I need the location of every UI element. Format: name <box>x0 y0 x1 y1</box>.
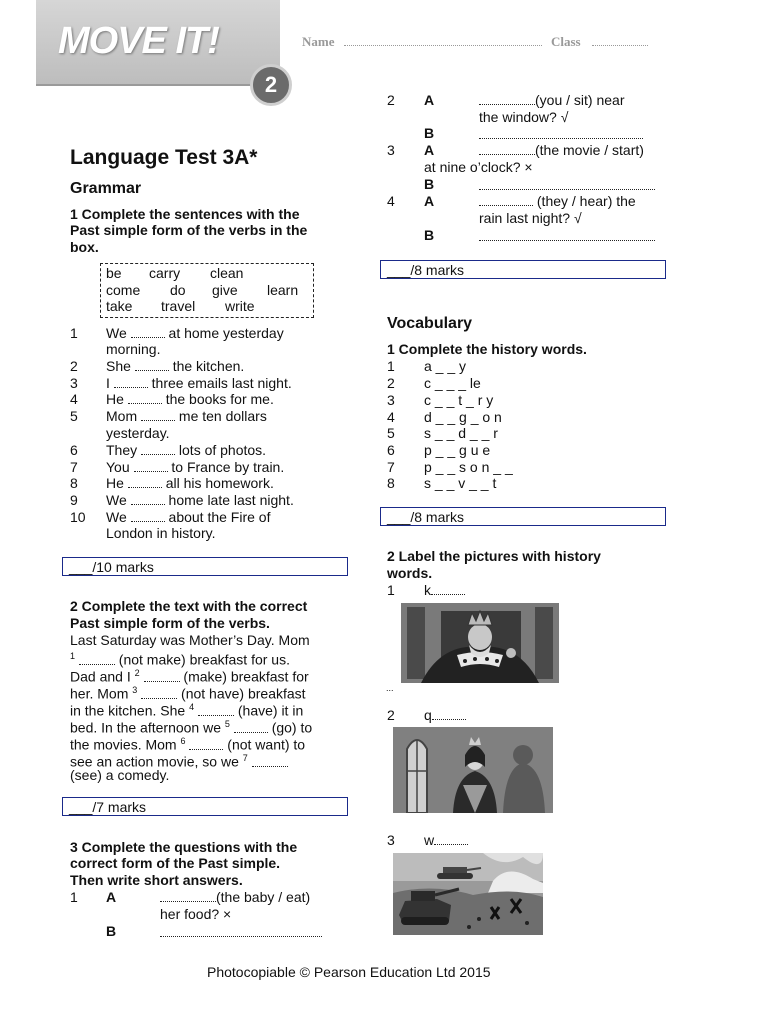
vocab-ex2-instruction: words. <box>387 565 433 581</box>
label-line <box>424 832 468 849</box>
question-text: (you / sit) near <box>535 92 625 108</box>
ex3-instruction: correct form of the Past simple. <box>70 855 281 871</box>
item-text: He <box>106 391 124 407</box>
list-item <box>106 492 294 509</box>
answer-blank[interactable] <box>131 325 165 338</box>
item-text: He <box>106 475 124 491</box>
item-number: 1 <box>70 889 78 905</box>
item-number: 8 <box>70 475 78 491</box>
marks-box[interactable]: ___/7 marks <box>62 797 348 816</box>
item-number: 1 <box>387 582 395 598</box>
list-item <box>106 408 267 425</box>
item-text: about the Fire of <box>168 509 271 525</box>
item-number: 2 <box>387 92 395 108</box>
item-number: 6 <box>387 442 395 458</box>
list-item <box>106 475 274 492</box>
list-item <box>106 325 284 342</box>
gap-word[interactable]: p _ _ s o n _ _ <box>424 459 513 475</box>
answer-blank[interactable] <box>131 509 165 522</box>
speaker-a: A <box>424 193 435 209</box>
marks-box[interactable]: ___/8 marks <box>380 260 666 279</box>
speaker-b: B <box>424 125 435 141</box>
item-text: all his homework. <box>165 475 274 491</box>
superscript: 3 <box>132 685 138 695</box>
item-number: 4 <box>387 193 395 209</box>
question-text: her food? × <box>160 906 232 922</box>
item-text: Mom <box>106 408 138 424</box>
vocab-ex1-instruction: 1 Complete the history words. <box>387 341 587 357</box>
item-text: I <box>106 375 110 391</box>
speaker-a: A <box>424 142 435 158</box>
gap-word[interactable]: s _ _ v _ _ t <box>424 475 497 491</box>
item-text: London in history. <box>106 525 216 541</box>
item-number: 1 <box>70 325 78 341</box>
text-line: (see) a comedy. <box>70 767 170 783</box>
label-letter: w <box>424 832 435 848</box>
verb-word: write <box>225 298 255 314</box>
text-fragment: (not have) breakfast <box>181 685 306 702</box>
answer-blank[interactable] <box>128 475 162 488</box>
item-number: 5 <box>70 408 78 424</box>
item-number: 8 <box>387 475 395 491</box>
ex2-instruction: Past simple form of the verbs. <box>70 615 270 631</box>
answer-blank[interactable] <box>141 442 175 455</box>
label-line <box>424 707 466 724</box>
speaker-b: B <box>424 176 435 192</box>
list-item <box>106 459 284 476</box>
text-fragment: Dad and I <box>70 668 131 685</box>
class-field[interactable] <box>592 45 648 46</box>
item-text: the books for me. <box>165 391 274 407</box>
answer-blank[interactable] <box>141 686 177 699</box>
ex1-instruction: Past simple form of the verbs in the <box>70 222 308 238</box>
level-badge <box>250 64 292 106</box>
question-text: (they / hear) the <box>536 193 636 209</box>
grammar-heading: Grammar <box>70 180 142 197</box>
answer-blank[interactable] <box>128 391 162 404</box>
gap-word[interactable]: p _ _ g u e <box>424 442 491 458</box>
text-fragment: in the kitchen. She <box>70 702 186 719</box>
answer-line[interactable] <box>479 240 655 241</box>
question-line <box>479 92 624 109</box>
question-text: at nine o’clock? × <box>424 159 533 175</box>
item-number: 3 <box>387 142 395 158</box>
item-text: at home yesterday <box>168 325 284 341</box>
label-line <box>424 582 465 599</box>
label-letter: q <box>424 707 432 723</box>
item-text: You <box>106 459 130 475</box>
item-number: 3 <box>387 832 395 848</box>
gap-word[interactable]: c _ _ _ le <box>424 375 481 391</box>
verb-word: be <box>106 265 122 281</box>
ex3-instruction: Then write short answers. <box>70 872 243 888</box>
item-text: morning. <box>106 341 161 357</box>
item-text: to France by train. <box>171 459 285 475</box>
verb-word: travel <box>161 298 196 314</box>
ex2-instruction: 2 Complete the text with the correct <box>70 598 308 614</box>
ex1-instruction: box. <box>70 239 99 255</box>
question-text: the window? √ <box>479 109 569 125</box>
king-picture <box>401 603 559 683</box>
speaker-a: A <box>106 889 117 905</box>
item-text: home late last night. <box>168 492 294 508</box>
footer-copyright: Photocopiable © Pearson Education Ltd 2015 <box>207 964 491 980</box>
item-text: the kitchen. <box>172 358 245 374</box>
item-number: 4 <box>387 409 395 425</box>
item-text: me ten dollars <box>178 408 267 424</box>
answer-blank[interactable] <box>479 193 533 206</box>
list-item <box>106 509 270 526</box>
verb-word: come <box>106 282 141 298</box>
answer-line[interactable] <box>160 936 322 937</box>
page-title: Language Test 3A* <box>70 146 258 169</box>
item-text: yesterday. <box>106 425 170 441</box>
speaker-b: B <box>424 227 435 243</box>
gap-word[interactable]: d _ _ g _ o n <box>424 409 502 425</box>
item-text: We <box>106 509 127 525</box>
answer-blank[interactable] <box>434 832 468 845</box>
gap-word[interactable]: s _ _ d _ _ r <box>424 425 498 441</box>
item-number: 7 <box>387 459 395 475</box>
answer-line[interactable] <box>479 138 643 139</box>
text-line: Last Saturday was Mother’s Day. Mom <box>70 632 310 648</box>
verb-word: take <box>106 298 133 314</box>
queen-picture <box>393 727 553 813</box>
question-text: rain last night? √ <box>479 210 582 226</box>
answer-blank[interactable] <box>432 707 466 720</box>
header-banner <box>36 0 280 86</box>
name-label: Name <box>302 34 335 49</box>
superscript: 4 <box>189 702 195 712</box>
question-line <box>160 889 310 906</box>
answer-blank[interactable] <box>160 889 216 902</box>
answer-blank[interactable] <box>479 142 535 155</box>
logo: MOVE IT! <box>58 20 219 62</box>
marks-box[interactable]: ___/10 marks <box>62 557 348 576</box>
item-number: 4 <box>70 391 78 407</box>
ex1-instruction: 1 Complete the sentences with the <box>70 206 300 222</box>
item-text: We <box>106 492 127 508</box>
superscript: 1 <box>70 651 76 661</box>
item-text: three emails last night. <box>151 375 292 391</box>
label-letter: k <box>424 582 431 598</box>
stray-mark: ... <box>386 683 394 693</box>
item-number: 6 <box>70 442 78 458</box>
superscript: 2 <box>134 668 140 678</box>
answer-blank[interactable] <box>135 358 169 371</box>
gap-word[interactable]: c _ _ t _ r y <box>424 392 494 408</box>
answer-blank[interactable] <box>141 408 175 421</box>
item-number: 2 <box>387 375 395 391</box>
answer-blank[interactable] <box>431 582 465 595</box>
superscript: 5 <box>224 719 230 729</box>
name-field[interactable] <box>344 45 542 46</box>
item-number: 9 <box>70 492 78 508</box>
item-number: 2 <box>70 358 78 374</box>
marks-box[interactable]: ___/8 marks <box>380 507 666 526</box>
speaker-a: A <box>424 92 435 108</box>
answer-blank[interactable] <box>479 92 535 105</box>
text-fragment: see an action movie, so we <box>70 753 239 770</box>
question-line <box>479 193 636 210</box>
item-text: They <box>106 442 138 458</box>
answer-blank[interactable] <box>79 652 115 665</box>
superscript: 7 <box>242 753 248 763</box>
war-picture <box>393 853 543 935</box>
answer-line[interactable] <box>479 189 655 190</box>
level-number: 2 <box>264 72 278 97</box>
item-number: 1 <box>387 358 395 374</box>
list-item <box>106 391 274 408</box>
list-item <box>106 358 244 375</box>
answer-blank[interactable] <box>198 703 234 716</box>
verb-word: give <box>212 282 238 298</box>
answer-blank[interactable] <box>134 459 168 472</box>
class-label: Class <box>551 34 581 49</box>
text-fragment: (not want) to <box>227 736 306 753</box>
item-number: 2 <box>387 707 395 723</box>
verb-word: learn <box>267 282 299 298</box>
question-line <box>479 142 644 159</box>
text-fragment: (go) to <box>271 719 313 736</box>
text-fragment: (not make) breakfast for us. <box>118 651 290 668</box>
verb-word: do <box>170 282 186 298</box>
superscript: 6 <box>180 736 186 746</box>
text-fragment: the movies. Mom <box>70 736 177 753</box>
answer-blank[interactable] <box>144 669 180 682</box>
list-item <box>106 375 292 392</box>
verb-word: carry <box>149 265 181 281</box>
text-fragment: bed. In the afternoon we <box>70 719 221 736</box>
question-text: (the baby / eat) <box>216 889 311 905</box>
text-fragment: (have) it in <box>237 702 304 719</box>
item-number: 3 <box>387 392 395 408</box>
ex3-instruction: 3 Complete the questions with the <box>70 839 298 855</box>
gap-word[interactable]: a _ _ y <box>424 358 467 374</box>
vocabulary-heading: Vocabulary <box>387 315 473 332</box>
question-text: (the movie / start) <box>535 142 644 158</box>
verb-word: clean <box>210 265 244 281</box>
list-item <box>106 442 266 459</box>
item-number: 7 <box>70 459 78 475</box>
item-text: lots of photos. <box>178 442 267 458</box>
vocab-ex2-instruction: 2 Label the pictures with history <box>387 548 601 564</box>
answer-blank[interactable] <box>189 737 223 750</box>
answer-blank[interactable] <box>131 492 165 505</box>
text-fragment: (make) breakfast for <box>183 668 309 685</box>
item-number: 10 <box>70 509 86 525</box>
speaker-b: B <box>106 923 117 939</box>
text-fragment: her. Mom <box>70 685 129 702</box>
item-text: She <box>106 358 131 374</box>
answer-blank[interactable] <box>234 720 268 733</box>
answer-blank[interactable] <box>114 375 148 388</box>
answer-blank[interactable] <box>252 754 288 767</box>
item-text: We <box>106 325 127 341</box>
item-number: 3 <box>70 375 78 391</box>
item-number: 5 <box>387 425 395 441</box>
